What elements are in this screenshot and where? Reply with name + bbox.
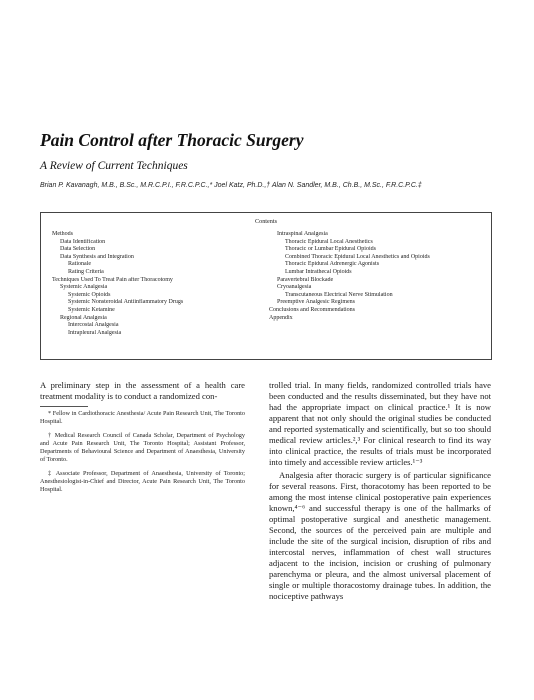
contents-left-column [52, 231, 266, 337]
author-line: Brian P. Kavanagh, M.B., B.Sc., M.R.C.P.I., F.R.C.P.C.,* Joel Katz, Ph.D.,† Alan N. Sandler, M.B., Ch.B., M.Sc., F.R.C.P.C.‡ [40, 182, 422, 189]
body-paragraph: Analgesia after thoracic surgery is of particular significance for several reasons. First, thoracotomy has been reported to be among the most intense clinical postoperative pain experiences known,⁴⁻⁶ and successful therapy is one of the hallmarks of optimal postoperative surgical and anesthetic management. Second, the sources of the perceived pain are multiple and include the site of the surgical incision, disruption of ribs and intercostal nerves, inflammation of chest wall structures adjacent to the incision, incision or crushing of pulmonary parenchyma or pleura, and the almost universal placement of single or multiple thoracostomy drainage tubes. In addition, the nociceptive pathways [269, 470, 491, 601]
footnote: * Fellow in Cardiothoracic Anesthesia/ Acute Pain Research Unit, The Toronto Hospital. [40, 410, 245, 425]
right-column [269, 380, 491, 602]
contents-item: Preemptive Analgesic Regimens [277, 299, 355, 306]
contents-heading: Contents [254, 218, 277, 225]
contents-item: Paravertebral Blockade [277, 276, 334, 283]
contents-item: Regional Analgesia [60, 314, 107, 321]
contents-right-column [269, 231, 491, 322]
contents-item: Rating Criteria [68, 268, 104, 275]
contents-item: Appendix [269, 314, 293, 321]
article-subtitle: A Review of Current Techniques [40, 160, 188, 172]
contents-item: Cryoanalgesia [277, 284, 312, 291]
intro-paragraph: A preliminary step in the assessment of a health care treatment modality is to conduct a randomized con- [40, 380, 245, 401]
contents-item: Thoracic Epidural Local Anesthetics [285, 238, 373, 245]
contents-item: Intercostal Analgesia [68, 322, 119, 329]
contents-item: Systemic Nonsteroidal Antiinflammatory Drugs [68, 299, 184, 306]
contents-item: Systemic Opioids [68, 291, 111, 298]
footnotes [40, 410, 245, 500]
contents-item: Techniques Used To Treat Pain after Thoracotomy [52, 276, 173, 283]
contents-item: Conclusions and Recommendations [269, 306, 355, 313]
contents-item: Transcutaneous Electrical Nerve Stimulation [285, 291, 393, 298]
contents-item: Systemic Analgesia [60, 284, 108, 291]
contents-item: Data Synthesis and Integration [60, 253, 134, 260]
footnote-rule [40, 406, 88, 407]
contents-box [40, 212, 492, 360]
contents-item: Thoracic Epidural Adrenergic Agonists [285, 261, 380, 268]
footnote: ‡ Associate Professor, Department of Anaesthesia, University of Toronto; Anesthesiologist-in-Chief and Director, Acute Pain Research Unit, The Toronto Hospital. [40, 470, 245, 493]
contents-item: Combined Thoracic Epidural Local Anesthetics and Opioids [285, 253, 430, 260]
contents-item: Intrapleural Analgesia [68, 329, 122, 336]
contents-item: Lumbar Intrathecal Opioids [285, 268, 352, 275]
article-title: Pain Control after Thoracic Surgery [40, 130, 304, 150]
contents-item: Intraspinal Analgesia [277, 231, 328, 237]
contents-item: Thoracic or Lumbar Epidural Opioids [285, 246, 376, 253]
contents-item: Data Identification [60, 238, 106, 245]
contents-item: Methods [52, 231, 73, 237]
contents-item: Data Selection [60, 246, 96, 253]
contents-item: Rationale [68, 261, 91, 268]
footnote: † Medical Research Council of Canada Scholar, Department of Psychology and Acute Pain Research Unit, The Toronto Hospital; Assistant Professor, Departments of Behavioural Science and Department of Anaesthesia, University of Toronto. [40, 432, 245, 463]
body-paragraph: trolled trial. In many fields, randomized controlled trials have been conducted and the results disseminated, but they have not had the appropriate impact on clinical practice.¹ It is now apparent that not only should the original studies be conducted and reported systematically and scientifically, but so too should medical review articles.²,³ For clinical research to find its way into clinical practice, the results of trials must be incorporated into timely and accessible review articles.¹⁻³ [269, 380, 491, 467]
contents-item: Systemic Ketamine [68, 306, 115, 313]
